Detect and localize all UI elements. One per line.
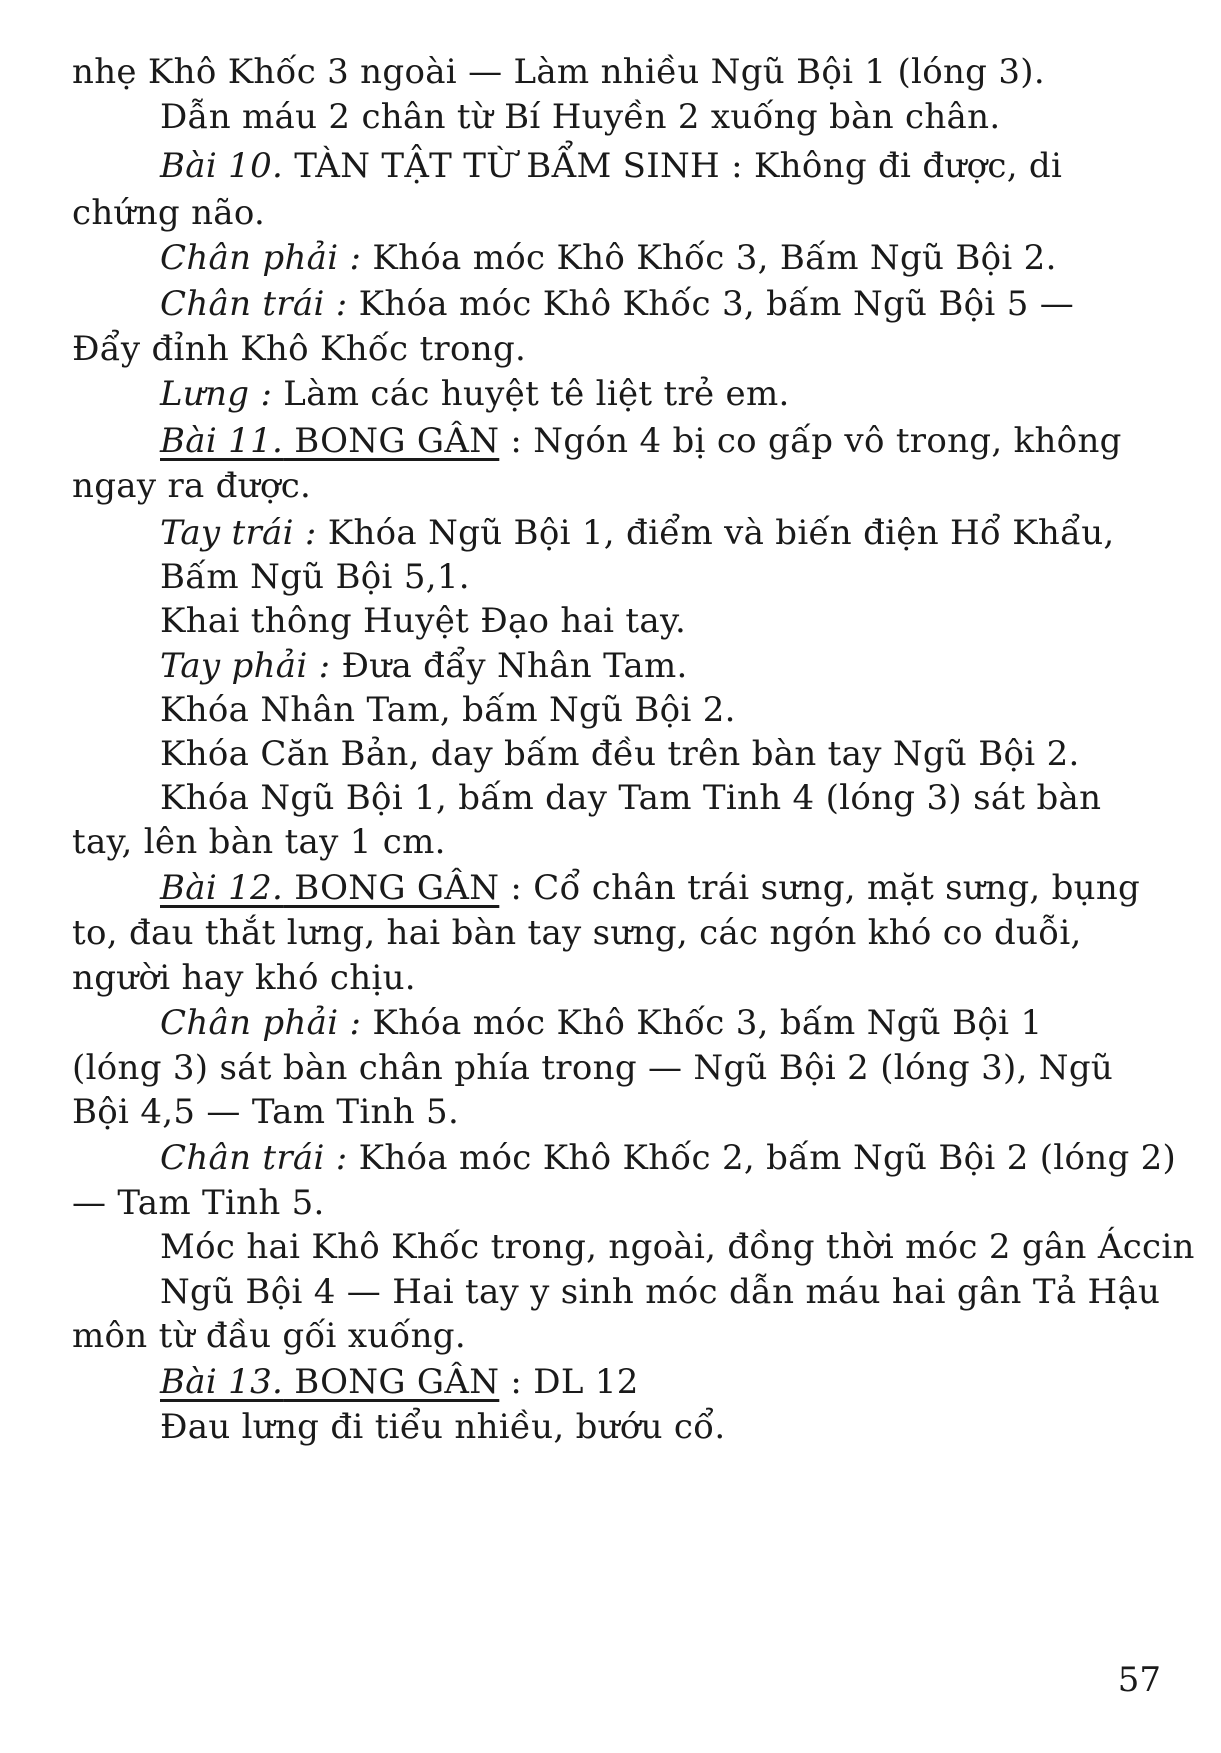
text-line: tay, lên bàn tay 1 cm.: [72, 822, 446, 862]
text-line: chứng não.: [72, 193, 266, 233]
text-line: Bấm Ngũ Bội 5,1.: [160, 557, 470, 597]
text-line: Lưng : Làm các huyệt tê liệt trẻ em.: [160, 374, 790, 414]
text-line: Đau lưng đi tiểu nhiều, bướu cổ.: [160, 1407, 726, 1447]
section-title-bai-10: Bài 10. TÀN TẬT TỪ BẨM SINH : Không đi được, di: [160, 146, 1063, 186]
text-line: Chân trái : Khóa móc Khô Khốc 2, bấm Ngũ Bội 2 (lóng 2): [160, 1138, 1177, 1178]
text-line: Khóa Ngũ Bội 1, bấm day Tam Tinh 4 (lóng 3) sát bàn: [160, 778, 1102, 818]
text-line: Khai thông Huyệt Đạo hai tay.: [160, 601, 687, 641]
text-line: (lóng 3) sát bàn chân phía trong — Ngũ Bội 2 (lóng 3), Ngũ: [72, 1048, 1114, 1088]
text-line: Khóa Nhân Tam, bấm Ngũ Bội 2.: [160, 690, 736, 730]
text-line: môn từ đầu gối xuống.: [72, 1316, 466, 1356]
page-number: 57: [1117, 1660, 1161, 1700]
section-title-bai-12: Bài 12. BONG GÂN : Cổ chân trái sưng, mặt sưng, bụng: [160, 868, 1141, 908]
text-line: Bội 4,5 — Tam Tinh 5.: [72, 1092, 460, 1132]
text-line: người hay khó chịu.: [72, 958, 416, 998]
text-line: Đẩy đỉnh Khô Khốc trong.: [72, 329, 527, 369]
text-line: Chân trái : Khóa móc Khô Khốc 3, bấm Ngũ Bội 5 —: [160, 284, 1075, 324]
text-line: nhẹ Khô Khốc 3 ngoài — Làm nhiều Ngũ Bội 1 (lóng 3).: [72, 52, 1045, 92]
text-line: Tay trái : Khóa Ngũ Bội 1, điểm và biến điện Hổ Khẩu,: [160, 513, 1115, 553]
text-line: Khóa Căn Bản, day bấm đều trên bàn tay Ngũ Bội 2.: [160, 734, 1080, 774]
text-line: Dẫn máu 2 chân từ Bí Huyền 2 xuống bàn chân.: [160, 97, 1001, 137]
text-line: Chân phải : Khóa móc Khô Khốc 3, Bấm Ngũ Bội 2.: [160, 238, 1057, 278]
text-line: ngay ra được.: [72, 466, 312, 506]
text-line: Tay phải : Đưa đẩy Nhân Tam.: [160, 646, 688, 686]
text-line: — Tam Tinh 5.: [72, 1183, 325, 1223]
section-title-bai-11: Bài 11. BONG GÂN : Ngón 4 bị co gấp vô trong, không: [160, 421, 1122, 461]
text-line: Chân phải : Khóa móc Khô Khốc 3, bấm Ngũ Bội 1: [160, 1003, 1043, 1043]
text-line: to, đau thắt lưng, hai bàn tay sưng, các ngón khó co duỗi,: [72, 913, 1082, 953]
text-line: Ngũ Bội 4 — Hai tay y sinh móc dẫn máu hai gân Tả Hậu: [160, 1272, 1161, 1312]
text-line: Móc hai Khô Khốc trong, ngoài, đồng thời móc 2 gân Áccin: [160, 1227, 1195, 1267]
section-title-bai-13: Bài 13. BONG GÂN : DL 12: [160, 1362, 639, 1402]
